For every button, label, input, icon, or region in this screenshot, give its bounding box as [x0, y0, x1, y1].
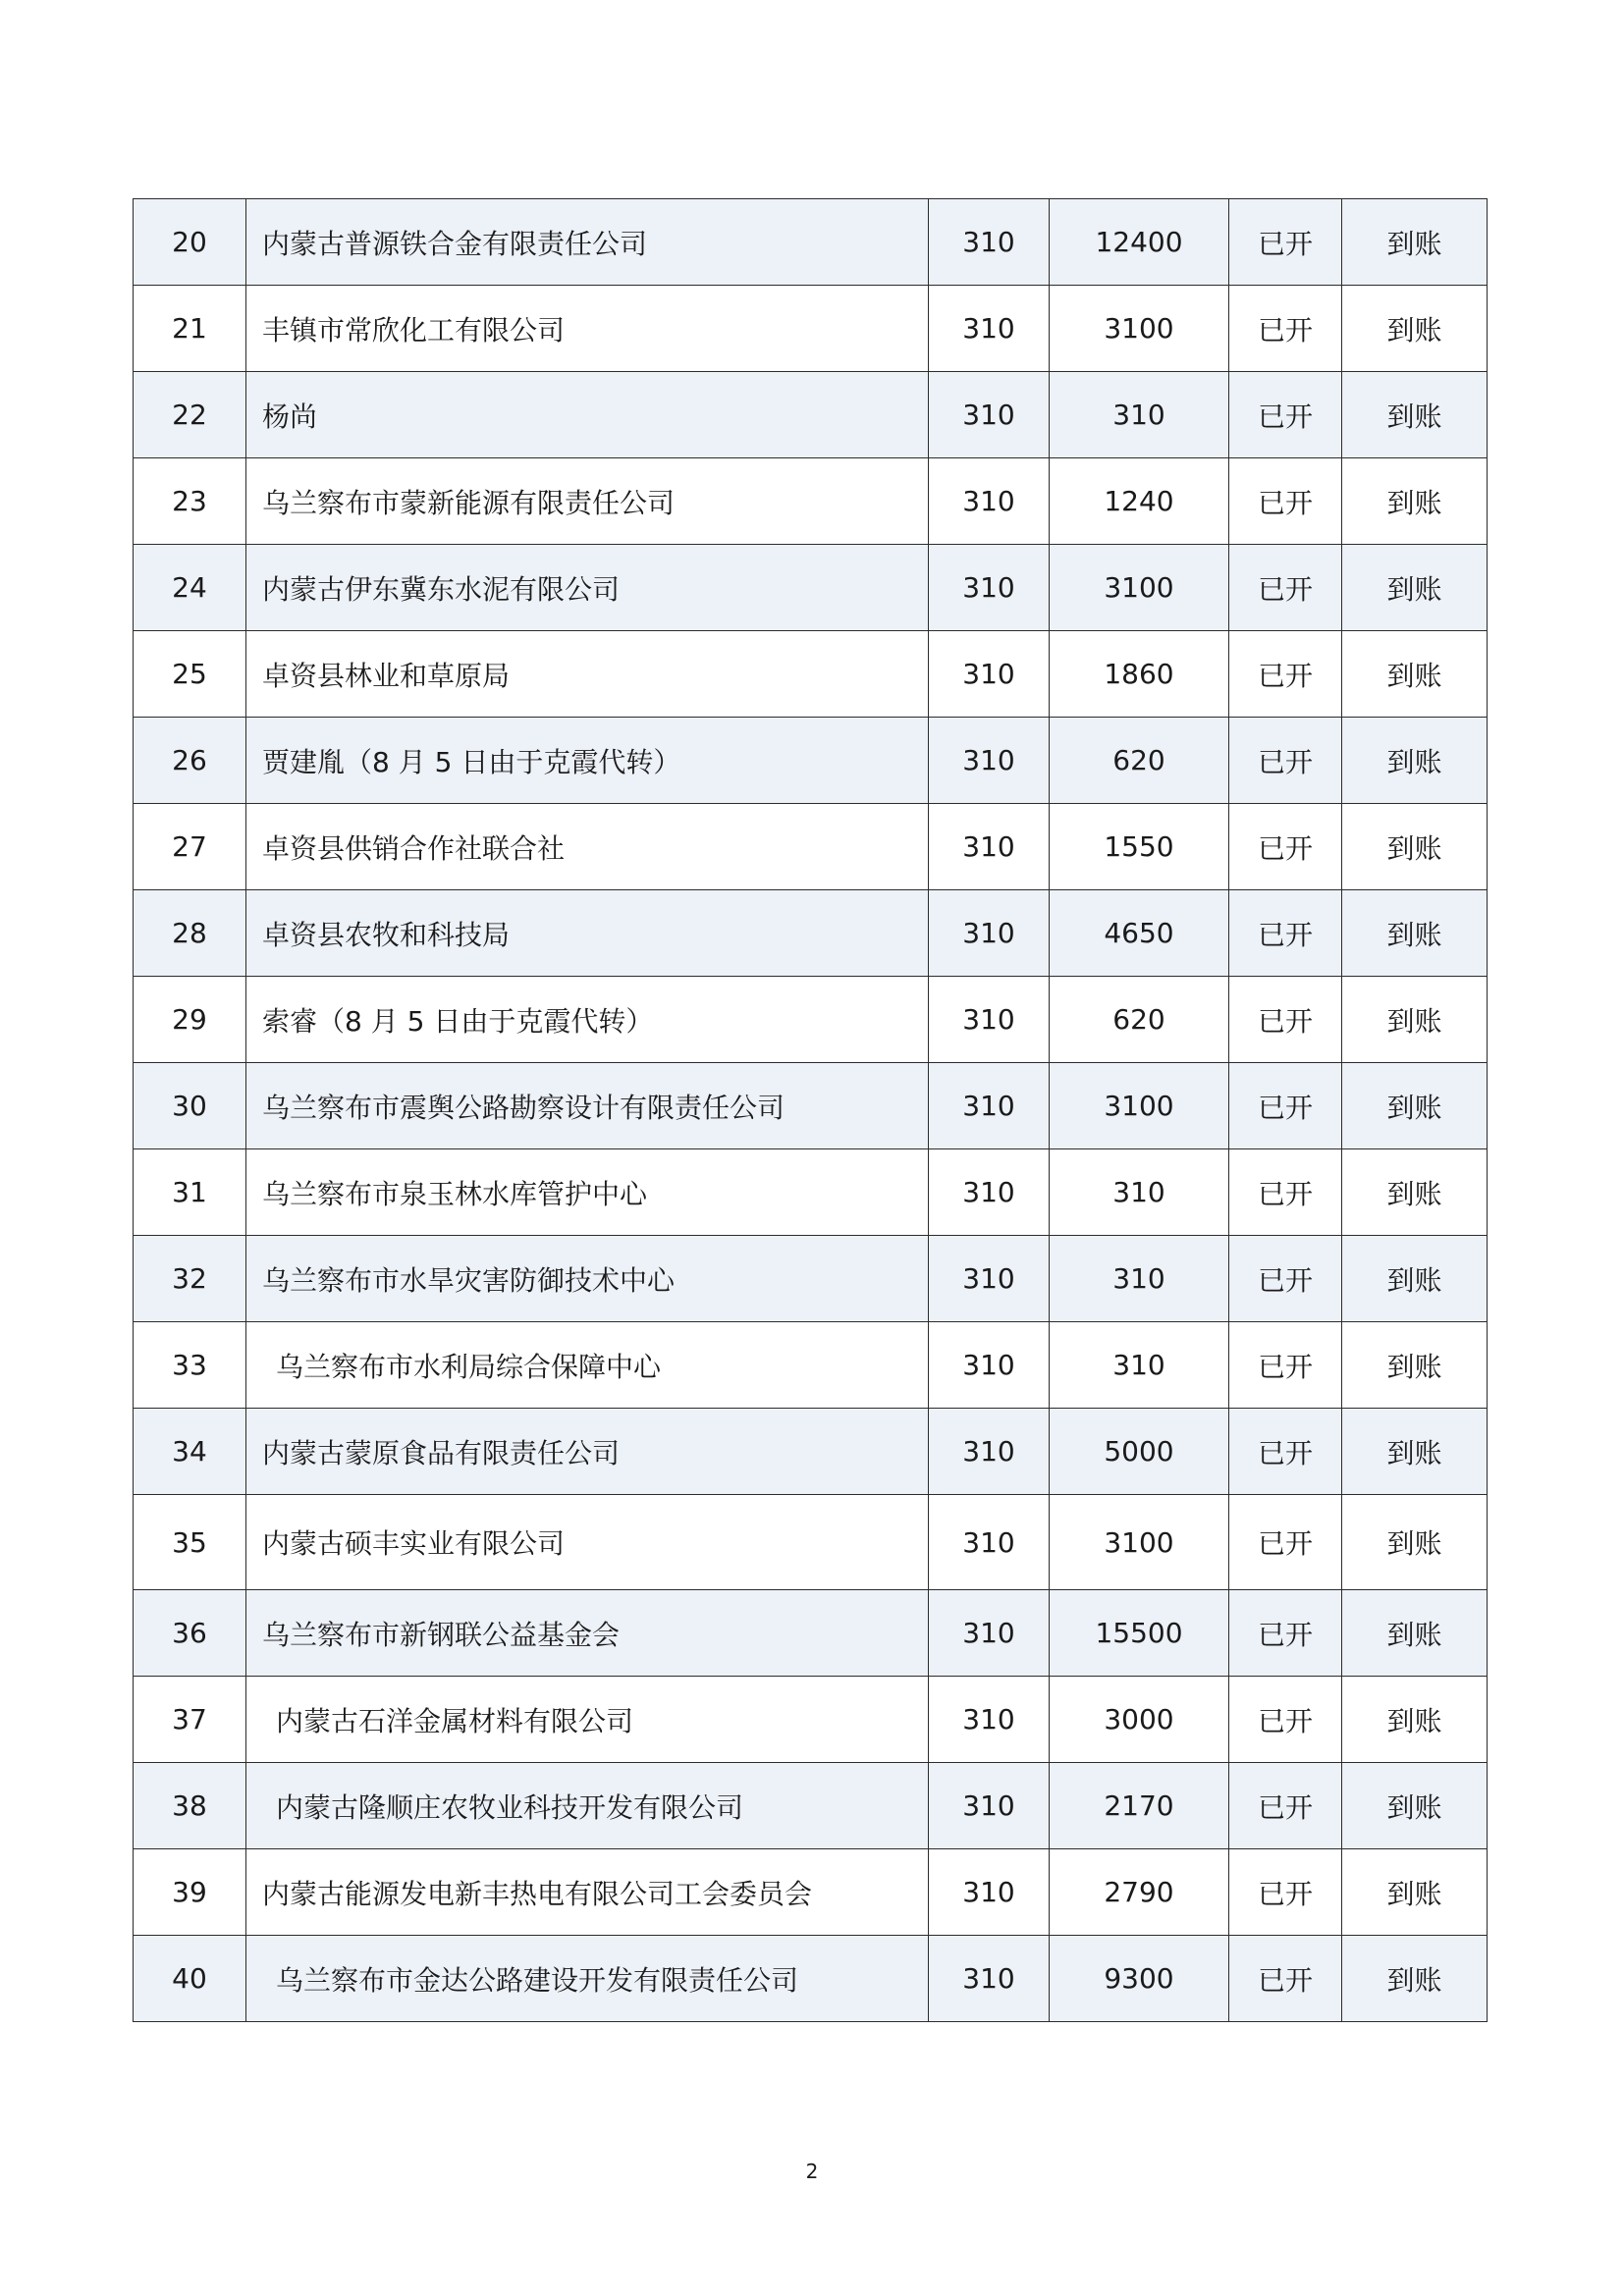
- table-row: [134, 1763, 1488, 1849]
- row-number: 39: [134, 1849, 246, 1936]
- invoice-status: 已开: [1229, 631, 1342, 718]
- table-row: [134, 1495, 1488, 1590]
- table-row: [134, 718, 1488, 804]
- invoice-status: 已开: [1229, 1677, 1342, 1763]
- invoice-status: 已开: [1229, 1409, 1342, 1495]
- payment-status: 到账: [1342, 286, 1488, 372]
- row-number: 27: [134, 804, 246, 890]
- table-row: [134, 890, 1488, 977]
- unit-price: 310: [929, 1590, 1050, 1677]
- donor-name: 内蒙古伊东冀东水泥有限公司: [246, 545, 929, 631]
- row-number: 28: [134, 890, 246, 977]
- invoice-status: 已开: [1229, 890, 1342, 977]
- invoice-status: 已开: [1229, 1936, 1342, 2022]
- amount: 1550: [1050, 804, 1229, 890]
- table-row: [134, 1236, 1488, 1322]
- donor-name: 乌兰察布市水旱灾害防御技术中心: [246, 1236, 929, 1322]
- amount: 3100: [1050, 1063, 1229, 1149]
- amount: 5000: [1050, 1409, 1229, 1495]
- invoice-status: 已开: [1229, 199, 1342, 286]
- row-number: 37: [134, 1677, 246, 1763]
- invoice-status: 已开: [1229, 977, 1342, 1063]
- payment-status: 到账: [1342, 458, 1488, 545]
- row-number: 36: [134, 1590, 246, 1677]
- row-number: 32: [134, 1236, 246, 1322]
- unit-price: 310: [929, 718, 1050, 804]
- donor-name: 乌兰察布市震舆公路勘察设计有限责任公司: [246, 1063, 929, 1149]
- donor-name: 内蒙古硕丰实业有限公司: [246, 1495, 929, 1590]
- unit-price: 310: [929, 1149, 1050, 1236]
- invoice-status: 已开: [1229, 1849, 1342, 1936]
- payment-status: 到账: [1342, 1495, 1488, 1590]
- donor-name: 内蒙古隆顺庄农牧业科技开发有限公司: [246, 1763, 929, 1849]
- row-number: 38: [134, 1763, 246, 1849]
- row-number: 30: [134, 1063, 246, 1149]
- invoice-status: 已开: [1229, 545, 1342, 631]
- payment-status: 到账: [1342, 545, 1488, 631]
- invoice-status: 已开: [1229, 1149, 1342, 1236]
- donor-name: 卓资县林业和草原局: [246, 631, 929, 718]
- table-row: [134, 1677, 1488, 1763]
- donor-name: 贾建胤（8 月 5 日由于克霞代转）: [246, 718, 929, 804]
- payment-status: 到账: [1342, 1590, 1488, 1677]
- unit-price: 310: [929, 199, 1050, 286]
- amount: 3100: [1050, 545, 1229, 631]
- page-number: 2: [805, 2160, 819, 2183]
- table-row: [134, 286, 1488, 372]
- unit-price: 310: [929, 458, 1050, 545]
- payment-status: 到账: [1342, 1409, 1488, 1495]
- amount: 310: [1050, 372, 1229, 458]
- amount: 1240: [1050, 458, 1229, 545]
- amount: 1860: [1050, 631, 1229, 718]
- invoice-status: 已开: [1229, 1763, 1342, 1849]
- amount: 3000: [1050, 1677, 1229, 1763]
- invoice-status: 已开: [1229, 804, 1342, 890]
- table-row: [134, 372, 1488, 458]
- invoice-status: 已开: [1229, 1495, 1342, 1590]
- table-row: [134, 1063, 1488, 1149]
- payment-status: 到账: [1342, 718, 1488, 804]
- payment-status: 到账: [1342, 372, 1488, 458]
- amount: 310: [1050, 1322, 1229, 1409]
- donor-name: 内蒙古能源发电新丰热电有限公司工会委员会: [246, 1849, 929, 1936]
- invoice-status: 已开: [1229, 1590, 1342, 1677]
- donor-name: 乌兰察布市蒙新能源有限责任公司: [246, 458, 929, 545]
- unit-price: 310: [929, 1236, 1050, 1322]
- unit-price: 310: [929, 1936, 1050, 2022]
- table-row: [134, 1936, 1488, 2022]
- donor-name: 杨尚: [246, 372, 929, 458]
- unit-price: 310: [929, 1409, 1050, 1495]
- payment-status: 到账: [1342, 1063, 1488, 1149]
- donation-table: [133, 198, 1488, 2022]
- table-row: [134, 1849, 1488, 1936]
- payment-status: 到账: [1342, 890, 1488, 977]
- invoice-status: 已开: [1229, 1322, 1342, 1409]
- table-row: [134, 804, 1488, 890]
- donor-name: 内蒙古石洋金属材料有限公司: [246, 1677, 929, 1763]
- row-number: 20: [134, 199, 246, 286]
- donor-name: 乌兰察布市水利局综合保障中心: [246, 1322, 929, 1409]
- row-number: 23: [134, 458, 246, 545]
- amount: 620: [1050, 718, 1229, 804]
- donor-name: 索睿（8 月 5 日由于克霞代转）: [246, 977, 929, 1063]
- invoice-status: 已开: [1229, 286, 1342, 372]
- unit-price: 310: [929, 890, 1050, 977]
- amount: 2170: [1050, 1763, 1229, 1849]
- row-number: 22: [134, 372, 246, 458]
- payment-status: 到账: [1342, 1849, 1488, 1936]
- unit-price: 310: [929, 804, 1050, 890]
- payment-status: 到账: [1342, 977, 1488, 1063]
- invoice-status: 已开: [1229, 718, 1342, 804]
- unit-price: 310: [929, 1322, 1050, 1409]
- invoice-status: 已开: [1229, 1236, 1342, 1322]
- unit-price: 310: [929, 1677, 1050, 1763]
- payment-status: 到账: [1342, 1936, 1488, 2022]
- table-row: [134, 1590, 1488, 1677]
- table-row: [134, 545, 1488, 631]
- table-row: [134, 1149, 1488, 1236]
- payment-status: 到账: [1342, 1236, 1488, 1322]
- amount: 15500: [1050, 1590, 1229, 1677]
- row-number: 25: [134, 631, 246, 718]
- amount: 4650: [1050, 890, 1229, 977]
- row-number: 34: [134, 1409, 246, 1495]
- row-number: 40: [134, 1936, 246, 2022]
- row-number: 31: [134, 1149, 246, 1236]
- amount: 310: [1050, 1236, 1229, 1322]
- table-row: [134, 458, 1488, 545]
- unit-price: 310: [929, 631, 1050, 718]
- table-row: [134, 199, 1488, 286]
- donor-name: 乌兰察布市泉玉林水库管护中心: [246, 1149, 929, 1236]
- row-number: 29: [134, 977, 246, 1063]
- invoice-status: 已开: [1229, 1063, 1342, 1149]
- amount: 620: [1050, 977, 1229, 1063]
- unit-price: 310: [929, 545, 1050, 631]
- invoice-status: 已开: [1229, 372, 1342, 458]
- donor-name: 卓资县供销合作社联合社: [246, 804, 929, 890]
- amount: 12400: [1050, 199, 1229, 286]
- unit-price: 310: [929, 1063, 1050, 1149]
- unit-price: 310: [929, 1763, 1050, 1849]
- payment-status: 到账: [1342, 631, 1488, 718]
- unit-price: 310: [929, 286, 1050, 372]
- table-row: [134, 977, 1488, 1063]
- table-row: [134, 631, 1488, 718]
- unit-price: 310: [929, 1495, 1050, 1590]
- row-number: 21: [134, 286, 246, 372]
- payment-status: 到账: [1342, 1149, 1488, 1236]
- payment-status: 到账: [1342, 1322, 1488, 1409]
- payment-status: 到账: [1342, 1763, 1488, 1849]
- donor-name: 内蒙古普源铁合金有限责任公司: [246, 199, 929, 286]
- payment-status: 到账: [1342, 804, 1488, 890]
- donor-name: 内蒙古蒙原食品有限责任公司: [246, 1409, 929, 1495]
- amount: 3100: [1050, 1495, 1229, 1590]
- donor-name: 乌兰察布市新钢联公益基金会: [246, 1590, 929, 1677]
- amount: 3100: [1050, 286, 1229, 372]
- unit-price: 310: [929, 1849, 1050, 1936]
- amount: 2790: [1050, 1849, 1229, 1936]
- row-number: 24: [134, 545, 246, 631]
- invoice-status: 已开: [1229, 458, 1342, 545]
- payment-status: 到账: [1342, 199, 1488, 286]
- row-number: 26: [134, 718, 246, 804]
- donor-name: 乌兰察布市金达公路建设开发有限责任公司: [246, 1936, 929, 2022]
- payment-status: 到账: [1342, 1677, 1488, 1763]
- table-row: [134, 1322, 1488, 1409]
- row-number: 33: [134, 1322, 246, 1409]
- unit-price: 310: [929, 372, 1050, 458]
- table-row: [134, 1409, 1488, 1495]
- donor-name: 丰镇市常欣化工有限公司: [246, 286, 929, 372]
- amount: 310: [1050, 1149, 1229, 1236]
- unit-price: 310: [929, 977, 1050, 1063]
- donor-name: 卓资县农牧和科技局: [246, 890, 929, 977]
- amount: 9300: [1050, 1936, 1229, 2022]
- row-number: 35: [134, 1495, 246, 1590]
